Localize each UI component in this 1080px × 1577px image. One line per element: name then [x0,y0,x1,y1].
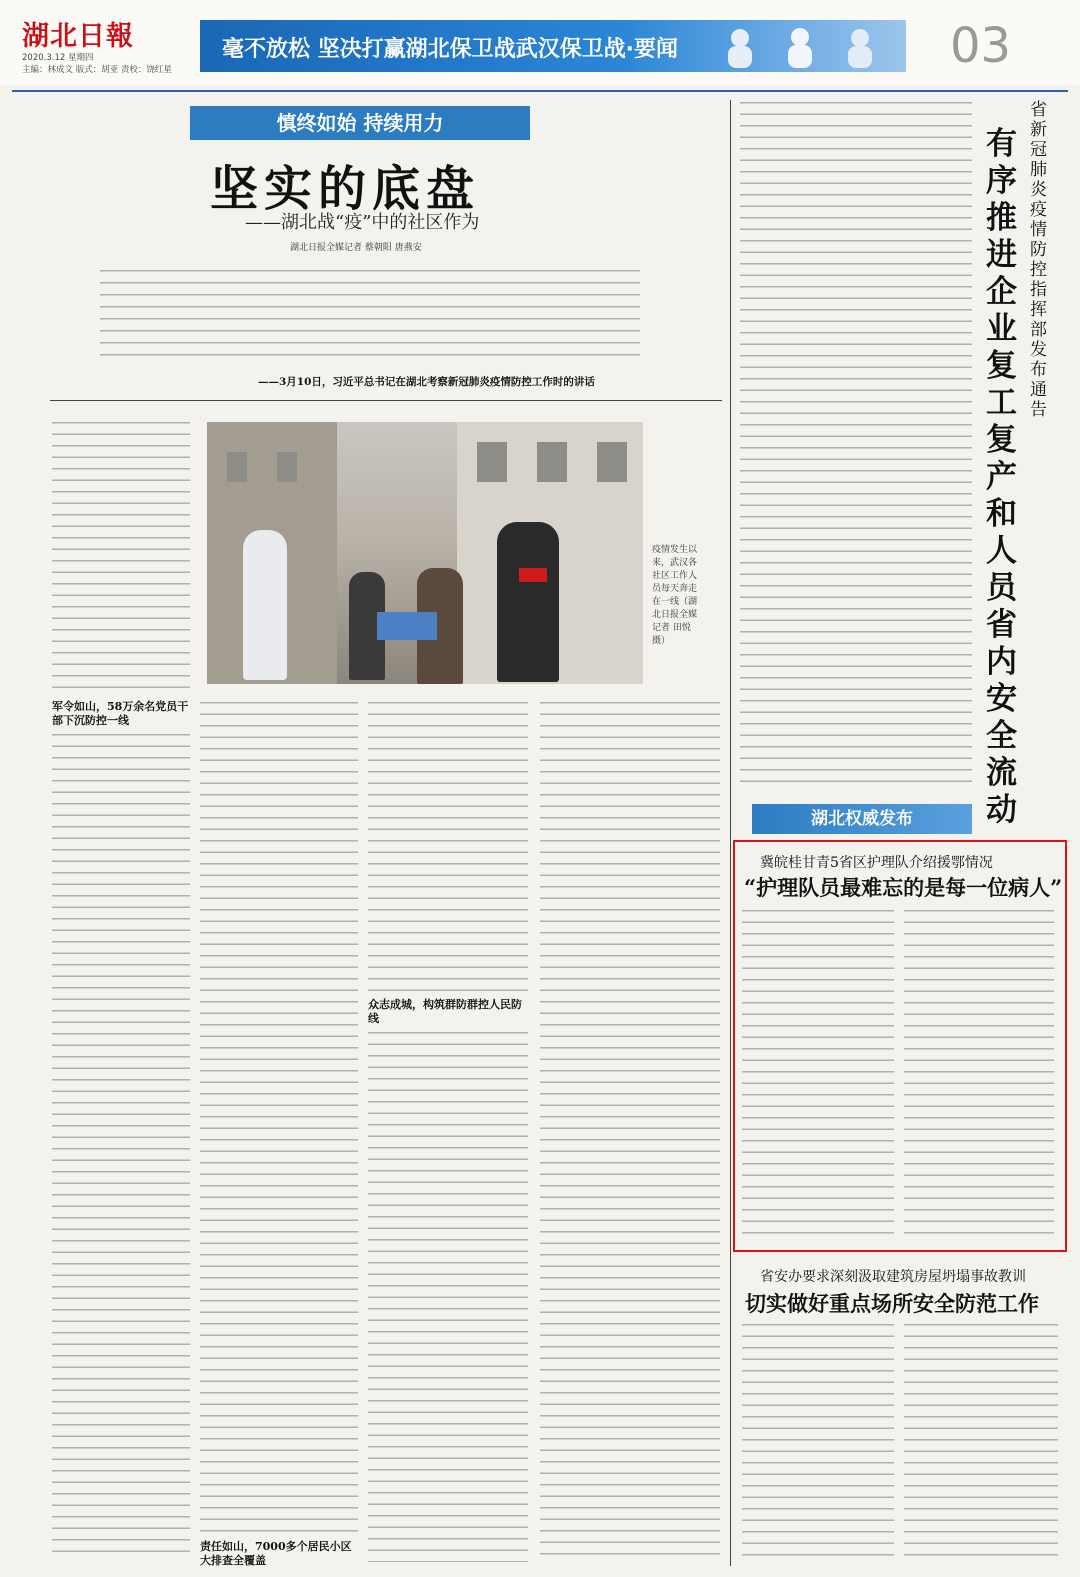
top-rule [12,90,1068,92]
date-line: 2020.3.12 星期四 [22,53,94,63]
body-text-col2 [200,702,358,1534]
news-photo [207,422,643,684]
masthead [0,0,1080,86]
body-text-col3b [368,1032,528,1562]
boxed-article-text-right [904,910,1054,1238]
bottom-article-text-right [904,1324,1058,1564]
photo-caption: 疫情发生以来，武汉各社区工作人员每天奔走在一线（湖北日报全媒记者 田悦 摄） [652,545,698,646]
editors-line: 主编：林成文 版式：胡亚 责校：饶红星 [22,65,172,75]
main-headline: 坚实的底盘 [210,161,481,217]
boxed-article-subtitle: 冀皖桂甘青5省区护理队介绍援鄂情况 [760,855,993,871]
body-text-col1b [52,734,190,1554]
boxed-article-headline: “护理队员最难忘的是每一位病人” [744,875,1063,900]
subhead-1: 军令如山，58万余名党员干部下沉防控一线 [52,700,189,727]
subhead-2: 责任如山，7000多个居民小区大排查全覆盖 [200,1540,352,1567]
body-text-col1a [52,422,190,694]
bottom-article-text-left [742,1324,894,1564]
issue-meta [22,52,172,76]
notice-headline: 有序推进企业复工复产和人员省内安全流动 [986,126,1017,828]
bottom-article-headline: 切实做好重点场所安全防范工作 [745,1291,1039,1316]
banner-title: 毫不放松 坚决打赢湖北保卫战武汉保卫战·要闻 [222,37,679,62]
byline: 湖北日报全媒记者 蔡朝阳 唐燕安 [290,243,422,253]
section-banner [200,20,906,72]
bottom-article-subtitle: 省安办要求深刻汲取建筑房屋坍塌事故教训 [760,1269,1026,1285]
section-header: 湖北权威发布 [752,804,972,834]
notice-issuer: 省新冠肺炎疫情防控指挥部发布通告 [1030,100,1047,420]
body-text-col4 [540,702,720,1562]
notice-body-text [740,102,972,792]
lead-quote-text [100,270,640,366]
kicker-label: 慎终如始 持续用力 [190,106,530,140]
column-divider [730,100,731,1566]
quote-attribution: ——3月10日，习近平总书记在湖北考察新冠肺炎疫情防控工作时的讲话 [258,376,595,388]
boxed-article-text-left [742,910,894,1238]
main-subheadline: ——湖北战“疫”中的社区作为 [245,212,480,233]
medical-staff-icon [700,24,900,68]
page-number: 03 [950,18,1012,74]
body-text-col3a [368,702,528,992]
divider [50,400,722,401]
newspaper-logo: 湖北日報 [22,21,134,52]
subhead-3: 众志成城，构筑群防群控人民防线 [368,998,522,1025]
